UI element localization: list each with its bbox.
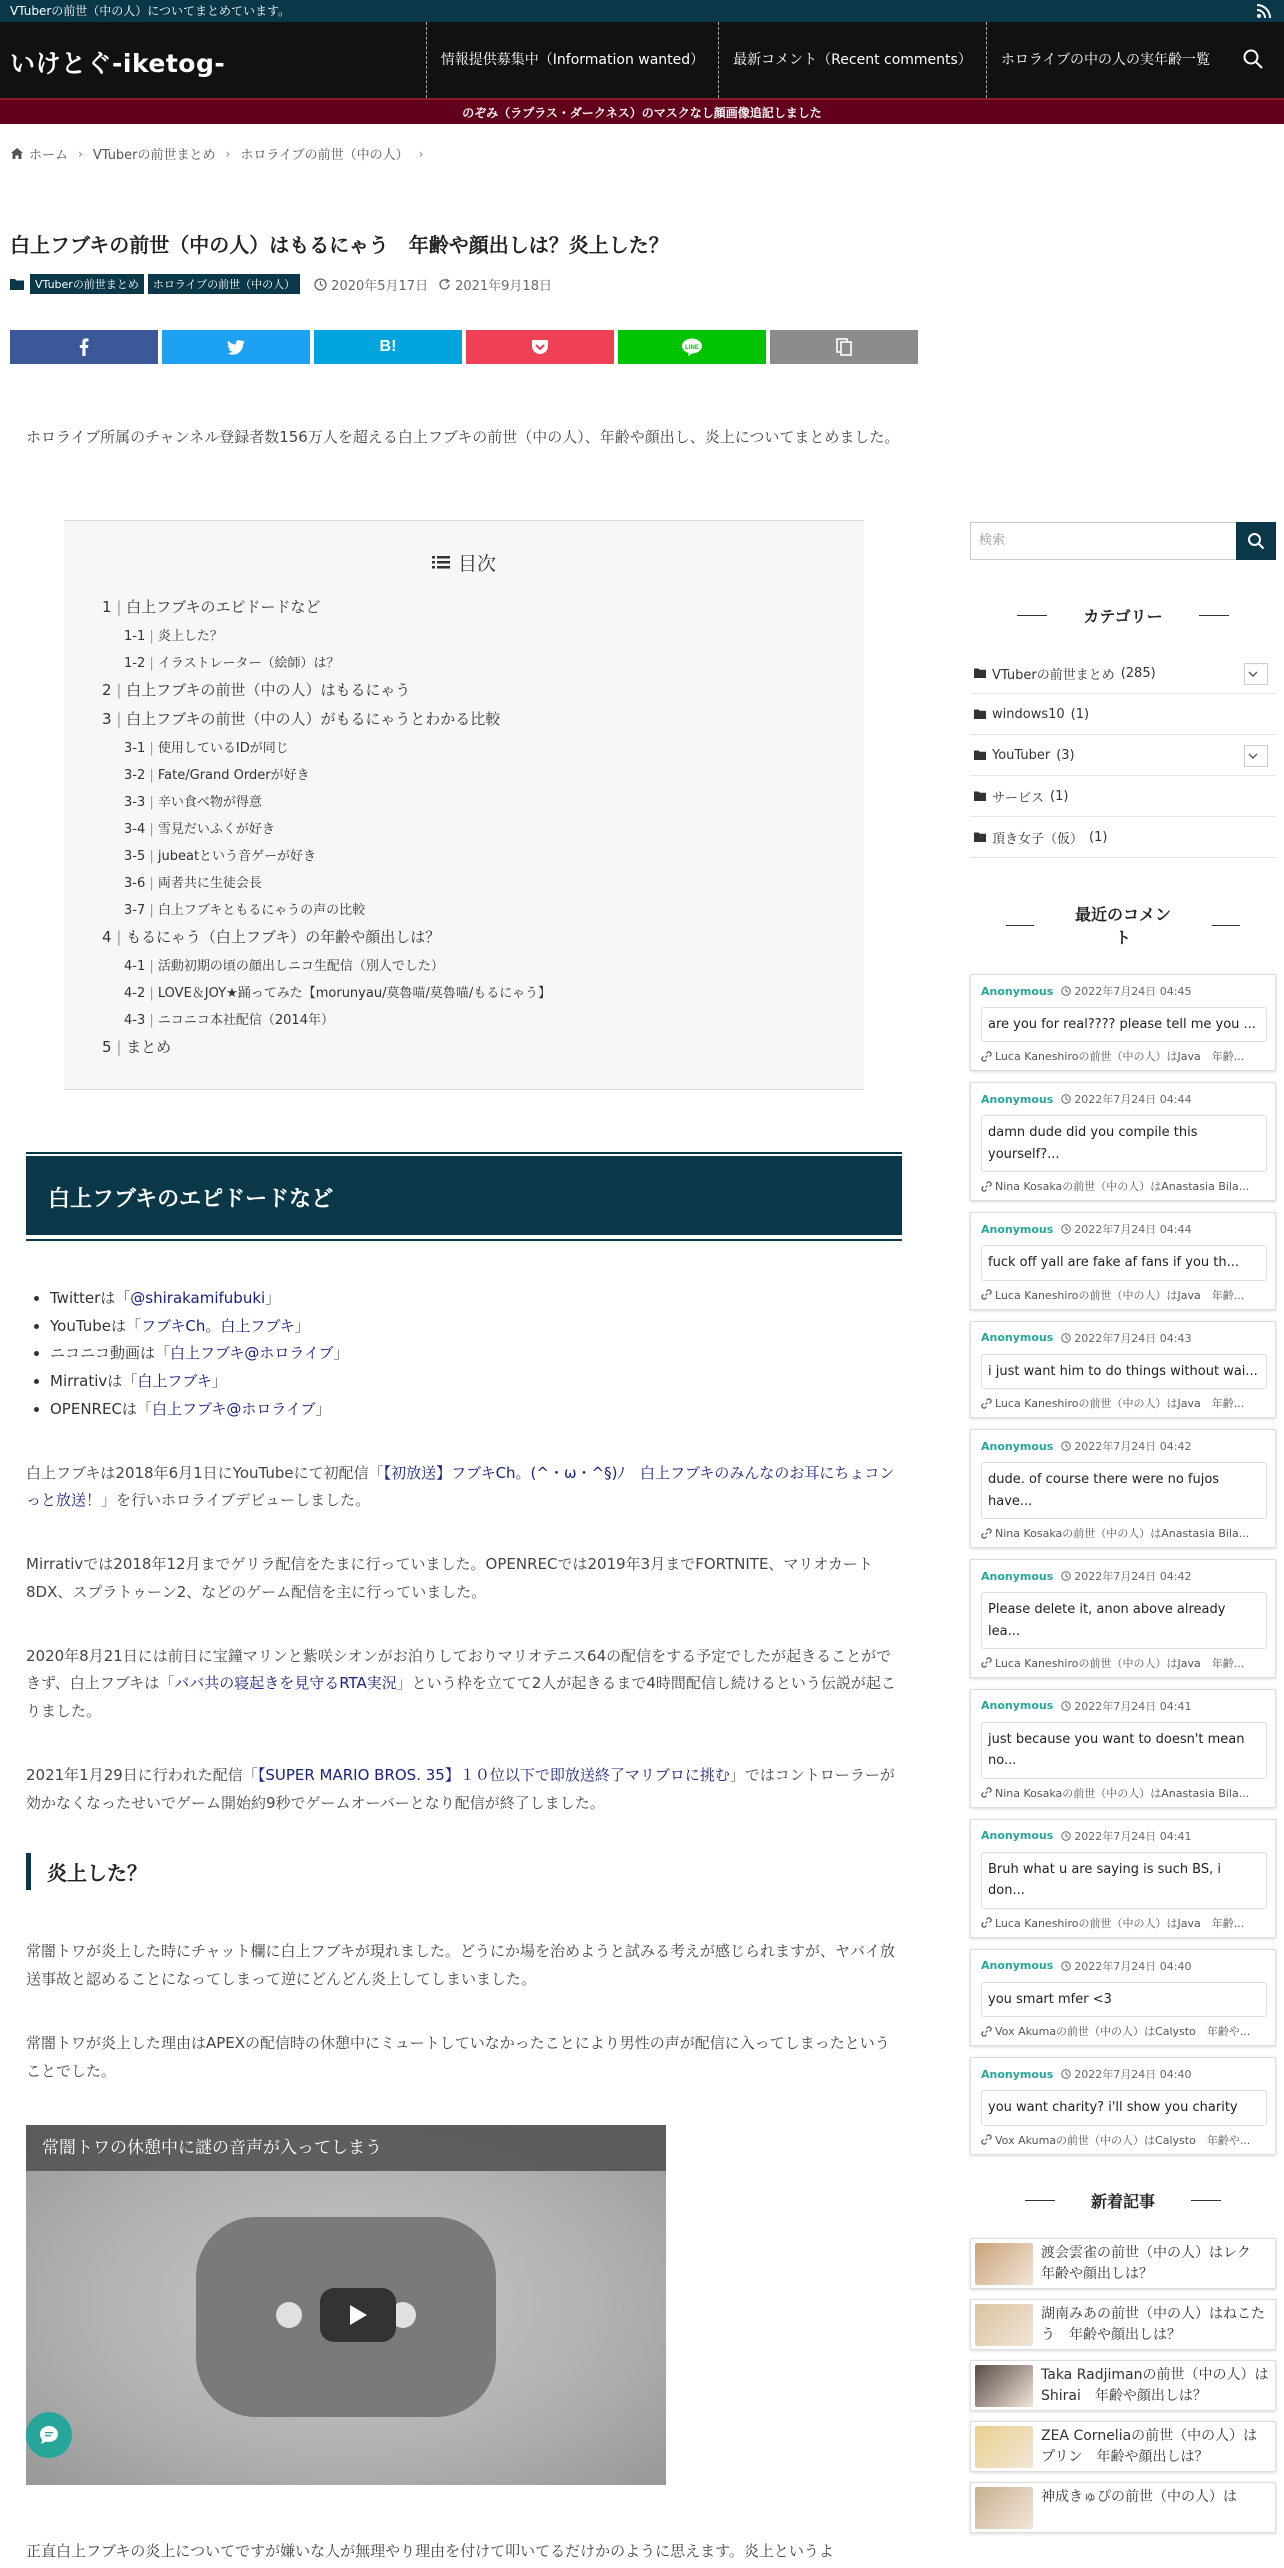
youtube-embed[interactable] — [26, 2125, 666, 2485]
comment-card — [970, 1082, 1276, 1201]
breadcrumb-home[interactable]: ホーム — [29, 148, 69, 163]
toc-item[interactable]: 4-2 | LOVE＆JOY★踊ってみた【morunyau/莫魯喵/莫魯喵/もるにゃう】 — [124, 985, 551, 1001]
comment-text[interactable]: damn dude did you compile this yourself?... — [981, 1115, 1267, 1172]
comment-time: 2022年7月24日 04:41 — [1061, 1698, 1191, 1714]
link-icon — [981, 1787, 992, 1798]
search-input[interactable]: 検索 — [970, 522, 1236, 560]
toc-item[interactable]: 4 | もるにゃう（白上フブキ）の年齢や顔出しは？ — [102, 927, 441, 946]
toc-item[interactable]: 1-1 | 炎上した？ — [124, 628, 223, 644]
niconico-link[interactable]: 白上フブキ@ホロライブ — [170, 1344, 334, 1363]
toc-item[interactable]: 3-4 | 雪見だいふくが好き — [124, 821, 275, 837]
recent-post-item[interactable] — [970, 2482, 1276, 2533]
category-count: (1) — [1070, 706, 1090, 722]
site-title[interactable]: いけとぐ-iketog- — [10, 49, 226, 78]
comment-post-link[interactable]: Nina Kosakaの前世（中の人）はAnastasia Bila... — [981, 1785, 1267, 1801]
category-item[interactable] — [970, 735, 1276, 776]
mirrativ-link[interactable]: 白上フブキ — [137, 1372, 212, 1390]
category-expand-toggle[interactable] — [1244, 663, 1268, 685]
svg-text:LINE: LINE — [685, 345, 699, 351]
search-icon — [1247, 532, 1265, 550]
social-links-list — [50, 1285, 918, 1424]
clock-icon — [1061, 1094, 1071, 1104]
comment-header — [981, 1568, 1267, 1584]
comment-header — [981, 1438, 1267, 1454]
recent-post-item[interactable] — [970, 2238, 1276, 2289]
main-content — [10, 230, 918, 2485]
comment-header — [981, 1330, 1267, 1346]
search-icon[interactable] — [1242, 48, 1264, 70]
comment-time: 2022年7月24日 04:44 — [1061, 1091, 1191, 1107]
comment-post-link[interactable]: Nina Kosakaの前世（中の人）はAnastasia Bila... — [981, 1525, 1267, 1541]
comment-post-link[interactable]: Luca Kaneshiroの前世（中の人）はJava 年齢... — [981, 1915, 1267, 1931]
folder-icon — [974, 709, 986, 719]
folder-icon — [974, 832, 986, 842]
comment-time: 2022年7月24日 04:43 — [1061, 1330, 1191, 1346]
comment-card — [970, 1819, 1276, 1938]
share-buttons — [10, 330, 918, 364]
toc-item[interactable]: 3-1 | 使用しているIDが同じ — [124, 740, 289, 756]
recent-post-thumbnail[interactable] — [975, 2304, 1033, 2346]
paragraph: 常闇トワが炎上した時にチャット欄に白上フブキが現れました。どうにか場を治めようと試みる考えが感じられますが、ヤバイ放送事故と認めることになってしまって逆にどんどん炎上してしまいました。 — [26, 1942, 895, 1988]
toc-item[interactable]: 4-1 | 活動初期の頃の顔出しニコ生配信（別人でした） — [124, 958, 444, 974]
nav-item-information-wanted[interactable]: 情報提供募集中（Information wanted） — [426, 22, 718, 98]
comment-time: 2022年7月24日 04:42 — [1061, 1568, 1191, 1584]
category-count: (3) — [1056, 747, 1075, 763]
folder-icon — [10, 278, 24, 290]
toc-item[interactable]: 2 | 白上フブキの前世（中の人）はもるにゃう — [102, 680, 411, 699]
paragraph: 常闇トワが炎上した理由はAPEXの配信時の休憩中にミュートしていなかったことにより男性の声が配信に入ってしまったということでした。 — [26, 2033, 890, 2080]
pocket-icon — [531, 339, 549, 355]
comment-header — [981, 1958, 1267, 1974]
comment-text[interactable]: just because you want to doesn't mean no... — [981, 1722, 1267, 1779]
comment-time: 2022年7月24日 04:40 — [1061, 1958, 1191, 1974]
toc-item[interactable]: 3-5 | jubeatという音ゲーが好き — [124, 848, 317, 864]
post-intro: ホロライブ所属のチャンネル登録者数156万人を超える白上フブキの前世（中の人）、年齢や顔出し、炎上についてまとめました。 — [26, 428, 900, 446]
link-icon — [981, 1398, 992, 1409]
share-twitter-button[interactable] — [162, 330, 310, 364]
folder-icon — [974, 750, 986, 760]
category-label[interactable]: ホロライブの前世（中の人） — [148, 274, 300, 294]
nav-item-age-list[interactable]: ホロライブの中の人の実年齢一覧 — [986, 22, 1224, 98]
comment-post-link[interactable]: Luca Kaneshiroの前世（中の人）はJava 年齢... — [981, 1048, 1267, 1064]
recent-post-thumbnail[interactable] — [975, 2426, 1033, 2468]
link-icon — [981, 1181, 992, 1192]
comment-card — [970, 1429, 1276, 1548]
comment-text[interactable]: you smart mfer <3 — [981, 1982, 1267, 2017]
comment-post-link[interactable]: Nina Kosakaの前世（中の人）はAnastasia Bila... — [981, 1178, 1267, 1194]
list-item: • YouTubeは「フブキCh。白上フブキ」 — [50, 1313, 918, 1341]
list-item: • Twitterは「@shirakamifubuki」 — [50, 1285, 918, 1313]
category-name[interactable]: windows10 — [992, 706, 1065, 722]
category-count: (1) — [1089, 829, 1108, 845]
category-name[interactable]: 頂き女子（仮） — [992, 831, 1084, 847]
list-icon — [432, 555, 450, 570]
comment-author: Anonymous — [981, 1439, 1054, 1453]
comment-author: Anonymous — [981, 1092, 1054, 1106]
category-item[interactable] — [970, 776, 1276, 817]
comment-card — [970, 1949, 1276, 2046]
breadcrumb-subcategory[interactable]: ホロライブの前世（中の人） — [240, 148, 409, 163]
comment-bubble-button[interactable] — [26, 2412, 72, 2458]
debut-stream-link[interactable]: 【初放送】フブキCh。(^・ω・^§)ﾉ 白上フブキのみんなのお耳にちょコンっと放送！ — [26, 1463, 895, 1510]
published-date: 2020年5月17日 — [314, 275, 428, 294]
nav-item-recent-comments[interactable]: 最新コメント（Recent comments） — [718, 22, 986, 98]
comment-author: Anonymous — [981, 2067, 1054, 2081]
play-icon — [348, 2304, 368, 2326]
rss-icon[interactable] — [1256, 3, 1272, 19]
line-icon — [681, 338, 703, 356]
comment-post-link[interactable]: Vox Akumaの前世（中の人）はCalysto 年齢や... — [981, 2132, 1267, 2148]
sidebar-search — [970, 522, 1276, 560]
comment-card — [970, 2057, 1276, 2154]
home-icon — [10, 147, 24, 160]
clock-icon — [1061, 2069, 1071, 2079]
comment-text[interactable]: you want charity? i'll show you charity — [981, 2090, 1267, 2125]
subsection-heading: 炎上した？ — [26, 1853, 902, 1890]
comment-time: 2022年7月24日 04:40 — [1061, 2066, 1191, 2082]
share-facebook-button[interactable] — [10, 330, 158, 364]
toc-title: 目次 — [102, 549, 826, 576]
comment-author: Anonymous — [981, 1959, 1054, 1973]
comment-author: Anonymous — [981, 984, 1054, 998]
video-title[interactable]: 常闇トワの休憩中に謎の音声が入ってしまう — [26, 2125, 666, 2171]
twitter-icon — [227, 340, 245, 355]
category-item[interactable] — [970, 694, 1276, 735]
recent-post-thumbnail[interactable] — [975, 2243, 1033, 2285]
comment-post-link[interactable]: Luca Kaneshiroの前世（中の人）はJava 年齢... — [981, 1655, 1267, 1671]
paragraph: Mirrativでは2018年12月までゲリラ配信をたまに行っていました。OPENRECでは2019年3月までFORTNITE、マリオカート8DX、スプラトゥーン2、などのゲーム配信を主に行っていました。 — [26, 1555, 873, 1601]
youtube-link[interactable]: フブキCh。白上フブキ — [141, 1316, 295, 1335]
recent-post-title[interactable]: ZEA Corneliaの前世（中の人）はプリン 年齢や顔出しは？ — [1041, 2427, 1258, 2466]
comment-author: Anonymous — [981, 1829, 1054, 1843]
clock-icon — [1061, 1571, 1071, 1581]
comment-time: 2022年7月24日 04:42 — [1061, 1438, 1191, 1454]
search-button[interactable] — [1236, 522, 1276, 560]
share-copy-button[interactable] — [770, 330, 918, 364]
comment-header — [981, 1828, 1267, 1844]
breadcrumb — [10, 144, 433, 163]
main-nav — [426, 22, 1224, 98]
toc-item[interactable]: 4-3 | ニコニコ本社配信（2014年） — [124, 1012, 334, 1028]
section-heading: 白上フブキのエピドードなど — [26, 1156, 902, 1235]
toc-item[interactable]: 3-6 | 両者共に生徒会長 — [124, 875, 262, 891]
comment-card — [970, 1689, 1276, 1808]
toc-item[interactable]: 3-3 | 辛い食べ物が得意 — [124, 794, 262, 810]
recent-post-item[interactable] — [970, 2360, 1276, 2411]
category-item[interactable] — [970, 653, 1276, 694]
clock-icon — [1061, 1333, 1071, 1343]
comment-post-link[interactable]: Vox Akumaの前世（中の人）はCalysto 年齢や... — [981, 2023, 1267, 2039]
site-tagline: VTuberの前世（中の人）についてまとめています。 — [10, 4, 291, 18]
share-line-button[interactable] — [618, 330, 766, 364]
comment-card — [970, 1212, 1276, 1309]
comment-header — [981, 1698, 1267, 1714]
recent-post-thumbnail[interactable] — [975, 2365, 1033, 2407]
comment-card — [970, 1321, 1276, 1418]
comment-author: Anonymous — [981, 1699, 1054, 1713]
comment-text[interactable]: Please delete it, anon above already lea... — [981, 1592, 1267, 1649]
categories-title: カテゴリー — [970, 604, 1276, 627]
category-count: (1) — [1050, 788, 1069, 804]
comment-card — [970, 974, 1276, 1071]
sidebar — [970, 522, 1276, 2543]
category-label[interactable]: VTuberの前世まとめ — [30, 274, 144, 294]
link-icon — [981, 1051, 992, 1062]
list-item: • OPENRECは「白上フブキ@ホロライブ」 — [50, 1396, 918, 1424]
comment-text[interactable]: are you for real???? please tell me you ... — [981, 1007, 1267, 1042]
link-icon — [981, 1289, 992, 1300]
comment-card — [970, 1559, 1276, 1678]
toc-item[interactable]: 3 | 白上フブキの前世（中の人）がもるにゃうとわかる比較 — [102, 709, 501, 728]
hatena-icon: B! — [379, 338, 397, 355]
link-icon — [981, 1657, 992, 1668]
category-expand-toggle[interactable] — [1244, 745, 1268, 767]
updated-date: 2021年9月18日 — [438, 275, 552, 294]
comment-post-link[interactable]: Luca Kaneshiroの前世（中の人）はJava 年齢... — [981, 1395, 1267, 1411]
category-name[interactable]: VTuberの前世まとめ — [992, 667, 1115, 683]
folder-icon — [974, 791, 986, 801]
category-name[interactable]: YouTuber — [992, 747, 1051, 763]
rta-stream-link[interactable]: ババ共の寝起きを見守るRTA実況 — [174, 1674, 397, 1693]
refresh-icon — [438, 278, 451, 291]
recent-post-title[interactable]: 神成きゅぴの前世（中の人）は — [1041, 2488, 1237, 2505]
clock-icon — [1061, 1701, 1071, 1711]
clock-icon — [314, 278, 327, 291]
paragraph: 正直白上フブキの炎上についてですが嫌いな人が無理やり理由を付けて叩いてるだけかのように思えます。炎上というよ — [26, 2542, 834, 2560]
toc-item[interactable]: 1-2 | イラストレーター（絵師）は？ — [124, 655, 340, 671]
clock-icon — [1061, 1961, 1071, 1971]
comment-text[interactable]: fuck off yall are fake af fans if you th... — [981, 1245, 1267, 1280]
recent-comments-title: 最近のコメント — [970, 902, 1276, 948]
comment-header — [981, 983, 1267, 999]
recent-comments-list — [970, 974, 1276, 2155]
twitter-link[interactable]: @shirakamifubuki — [130, 1288, 266, 1307]
recent-post-thumbnail[interactable] — [975, 2487, 1033, 2529]
share-hatena-button[interactable] — [314, 330, 462, 364]
paragraph: 2021年1月29日に行われた配信「【SUPER MARIO BROS. 35】１０位以下で即放送終了マリブロに挑む」ではコントローラーが効かなくなったせいでゲーム開始約9秒でゲームオーバーとなり配信が終了しました。 — [26, 1765, 895, 1812]
comment-header — [981, 1221, 1267, 1237]
comment-text[interactable]: i just want him to do things without wai... — [981, 1354, 1267, 1389]
paragraph: 2020年8月21日には前日に宝鐘マリンと紫咲シオンがお泊りしておりマリオテニス64の配信をする予定でしたが起きることができず、白上フブキは「ババ共の寝起きを見守るRTA実況」という枠を立てて2人が起きるまで4時間配信し続けるという伝説が起こりました。 — [26, 1646, 896, 1720]
chevron-down-icon — [1248, 753, 1258, 759]
list-item: • ニコニコ動画は「白上フブキ@ホロライブ」 — [50, 1340, 918, 1368]
paragraph: 白上フブキは2018年6月1日にYouTubeにて初配信「【初放送】フブキCh。(^・ω・^§)ﾉ 白上フブキのみんなのお耳にちょコンっと放送！」を行いホロライブデビューしました。 — [26, 1463, 895, 1510]
category-count: (285) — [1120, 665, 1156, 681]
comment-author: Anonymous — [981, 1569, 1054, 1583]
clock-icon — [1061, 1831, 1071, 1841]
comment-author: Anonymous — [981, 1222, 1054, 1236]
recent-posts-list — [970, 2238, 1276, 2533]
link-icon — [981, 2134, 992, 2145]
clock-icon — [1061, 1224, 1071, 1234]
play-button[interactable] — [320, 2288, 396, 2342]
chat-icon — [38, 2424, 60, 2446]
site-tagline-bar — [0, 0, 1284, 22]
toc-item[interactable]: 1 | 白上フブキのエピドードなど — [102, 597, 321, 616]
openrec-link[interactable]: 白上フブキ@ホロライブ — [151, 1399, 316, 1418]
link-icon — [981, 2026, 992, 2037]
copy-icon — [836, 338, 852, 356]
clock-icon — [1061, 986, 1071, 996]
recent-post-title[interactable]: 渡会雲雀の前世（中の人）はレク 年齢や顔出しは？ — [1041, 2244, 1265, 2283]
category-list — [970, 653, 1276, 858]
link-icon — [981, 1528, 992, 1539]
recent-post-item[interactable] — [970, 2421, 1276, 2472]
comment-author: Anonymous — [981, 1331, 1054, 1345]
recent-posts-title: 新着記事 — [970, 2189, 1276, 2212]
table-of-contents — [64, 520, 864, 1090]
post-meta — [10, 274, 918, 294]
toc-item[interactable]: 5 | まとめ — [102, 1037, 172, 1056]
list-item: • Mirrativは「白上フブキ」 — [50, 1368, 918, 1396]
comment-header — [981, 2066, 1267, 2082]
comment-header — [981, 1091, 1267, 1107]
category-item[interactable] — [970, 817, 1276, 858]
folder-icon — [974, 668, 986, 678]
post-title: 白上フブキの前世（中の人）はもるにゃう 年齢や顔出しは？炎上した？ — [10, 233, 669, 257]
chevron-right-icon: › — [225, 146, 231, 161]
recent-post-item[interactable] — [970, 2299, 1276, 2350]
comment-post-link[interactable]: Luca Kaneshiroの前世（中の人）はJava 年齢... — [981, 1287, 1267, 1303]
site-header — [0, 22, 1284, 98]
toc-item[interactable]: 3-7 | 白上フブキともるにゃうの声の比較 — [124, 902, 366, 918]
comment-time: 2022年7月24日 04:41 — [1061, 1828, 1191, 1844]
category-name[interactable]: サービス — [992, 790, 1045, 806]
clock-icon — [1061, 1441, 1071, 1451]
chevron-down-icon — [1248, 671, 1258, 677]
comment-time: 2022年7月24日 04:45 — [1061, 983, 1191, 999]
recent-post-title[interactable]: 湖南みあの前世（中の人）はねこたう 年齢や顔出しは？ — [1041, 2305, 1265, 2344]
chevron-right-icon: › — [418, 146, 424, 161]
breadcrumb-category[interactable]: VTuberの前世まとめ — [92, 148, 216, 163]
link-icon — [981, 1917, 992, 1928]
comment-time: 2022年7月24日 04:44 — [1061, 1221, 1191, 1237]
comment-text[interactable]: Bruh what u are saying is such BS, i don... — [981, 1852, 1267, 1909]
toc-item[interactable]: 3-2 | Fate/Grand Orderが好き — [124, 767, 310, 783]
recent-post-title[interactable]: Taka Radjimanの前世（中の人）はShirai 年齢や顔出しは？ — [1041, 2366, 1269, 2405]
mario-stream-link[interactable]: 【SUPER MARIO BROS. 35】１０位以下で即放送終了マリブロに挑む — [257, 1765, 730, 1784]
chevron-right-icon: › — [78, 146, 83, 161]
share-pocket-button[interactable] — [466, 330, 614, 364]
notice-bar[interactable]: のぞみ（ラプラス・ダークネス）のマスクなし顔画像追記しました — [0, 98, 1284, 124]
comment-text[interactable]: dude. of course there were no fujos have... — [981, 1462, 1267, 1519]
facebook-icon — [79, 338, 89, 356]
